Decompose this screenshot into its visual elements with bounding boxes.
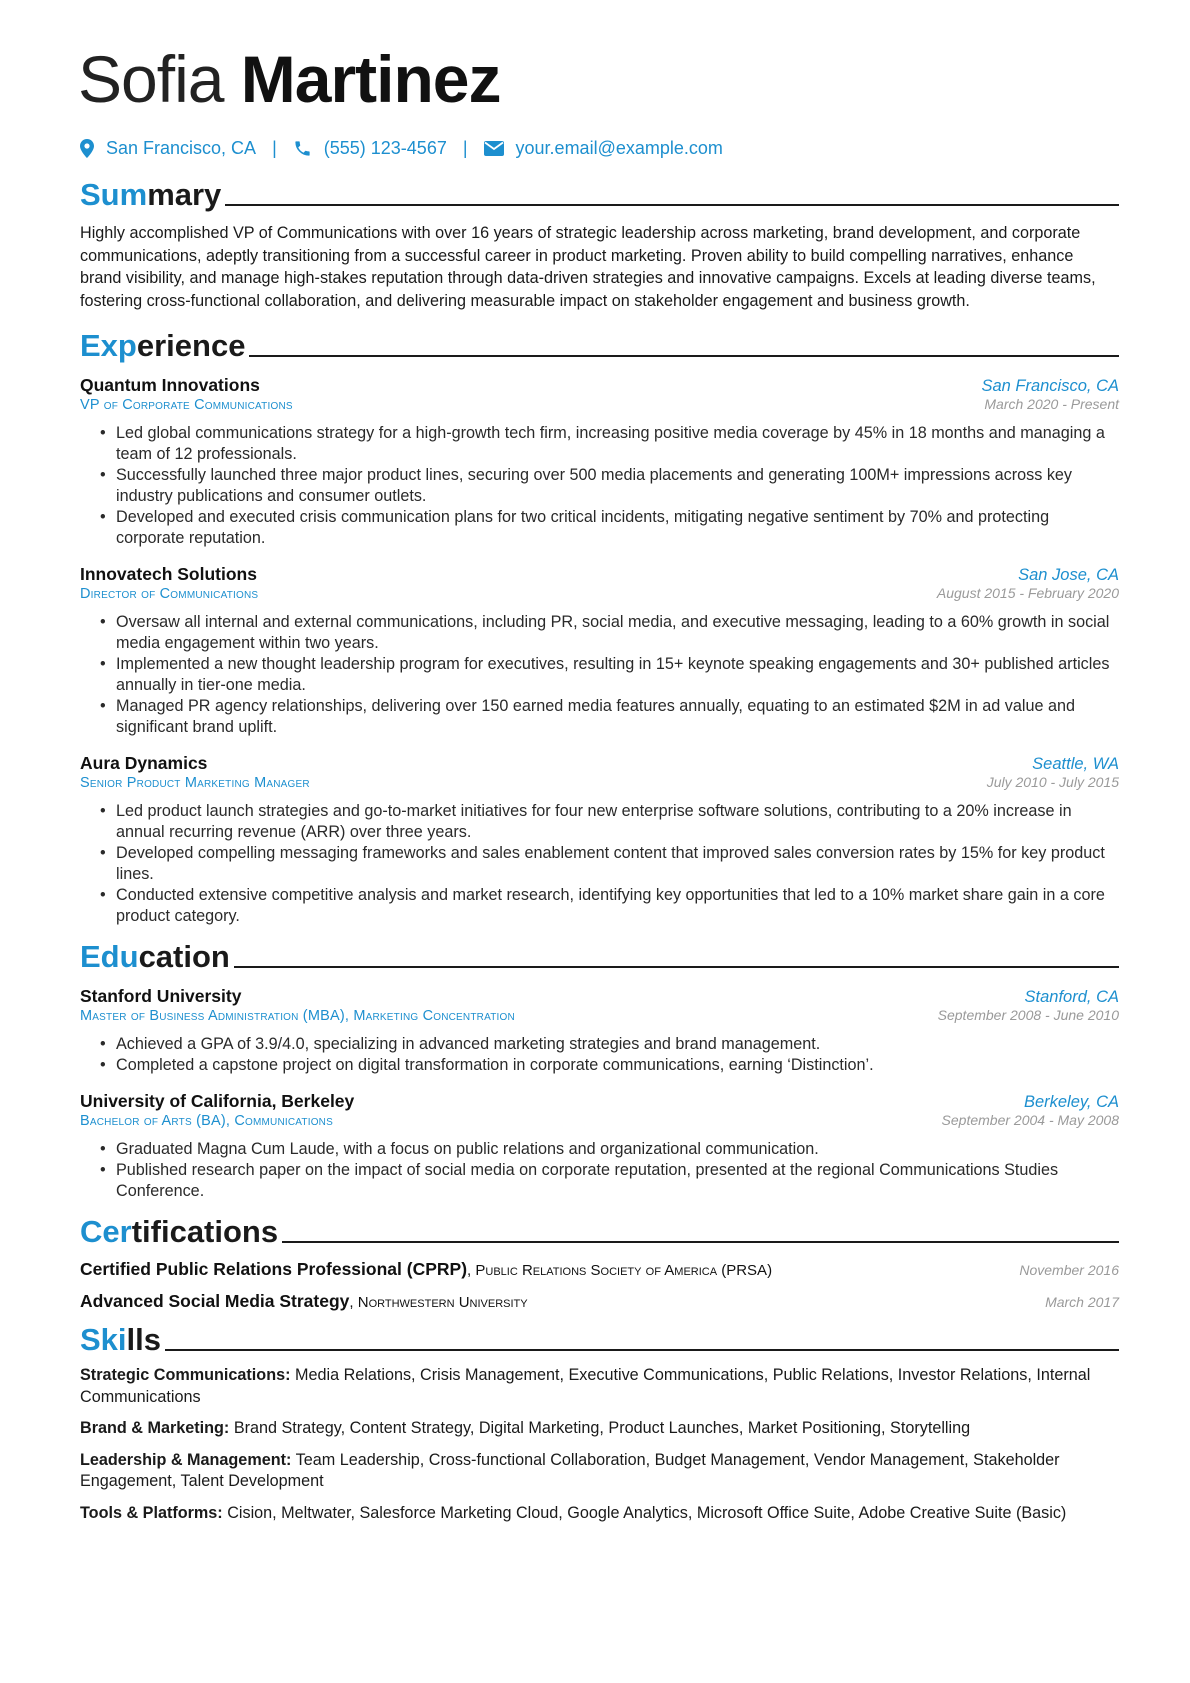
section-header bbox=[80, 1322, 1119, 1358]
skill-row bbox=[80, 1503, 1119, 1525]
certifications-section bbox=[80, 1216, 1119, 1312]
skills-list bbox=[80, 1365, 1119, 1524]
summary-section bbox=[80, 179, 1119, 312]
location-text: San Francisco, CA bbox=[106, 138, 257, 158]
skill-category: Brand & Marketing: bbox=[80, 1419, 230, 1438]
entry-location: Berkeley, CA bbox=[1023, 1093, 1119, 1112]
skill-category: Strategic Communications: bbox=[80, 1366, 291, 1385]
section-title-rest: tifications bbox=[131, 1214, 279, 1250]
section-title bbox=[80, 1214, 282, 1250]
certifications-list bbox=[80, 1259, 1119, 1312]
skill-row bbox=[80, 1365, 1119, 1408]
section-header bbox=[80, 328, 1119, 364]
entry-header-row bbox=[80, 753, 1119, 774]
entry-header-row bbox=[80, 986, 1119, 1007]
skill-row bbox=[80, 1450, 1119, 1493]
bullet-list bbox=[80, 1034, 1119, 1076]
certification-item bbox=[80, 1259, 1119, 1280]
certification-item bbox=[80, 1291, 1119, 1312]
bullet-item: • Developed compelling messaging frameworks and sales enablement content that improved sales conversion rates by 15% for key product lines. bbox=[116, 843, 1119, 885]
certification-issuer: Public Relations Society of America (PRSA) bbox=[475, 1262, 773, 1280]
section-title-rest: cation bbox=[138, 939, 230, 975]
bullet-list bbox=[80, 1139, 1119, 1202]
section-title bbox=[80, 179, 225, 210]
entry-subheader-row bbox=[80, 585, 1119, 602]
section-title-accent: Ski bbox=[80, 1322, 127, 1358]
bullet-item: • Graduated Magna Cum Laude, with a focus on public relations and organizational communication. bbox=[116, 1139, 1119, 1160]
skill-values: Media Relations, Crisis Management, Executive Communications, Public Relations, Investor Relations, Internal Communications bbox=[80, 1366, 1091, 1406]
entry-date: September 2004 - May 2008 bbox=[941, 1112, 1119, 1129]
section-rule bbox=[225, 204, 1119, 206]
candidate-name bbox=[78, 42, 1119, 116]
section-title-accent: Cer bbox=[80, 1214, 132, 1250]
entry bbox=[80, 1091, 1119, 1202]
certification-date: March 2017 bbox=[1045, 1294, 1119, 1311]
bullet-item: • Oversaw all internal and external communications, including PR, social media, and executive messaging, leading to a 60% growth in social media engagement within two years. bbox=[116, 612, 1119, 654]
skill-values: Brand Strategy, Content Strategy, Digital Marketing, Product Launches, Market Positioning, Storytelling bbox=[233, 1419, 971, 1438]
contact-phone[interactable] bbox=[293, 138, 447, 159]
contact-separator: | bbox=[272, 138, 277, 158]
organization-name: Quantum Innovations bbox=[80, 375, 260, 396]
section-rule bbox=[249, 355, 1119, 357]
map-pin-icon bbox=[80, 139, 94, 158]
organization-name: Aura Dynamics bbox=[80, 753, 208, 774]
first-name: Sofia bbox=[78, 42, 224, 116]
certification-issuer: Northwestern University bbox=[357, 1294, 528, 1312]
organization-name: University of California, Berkeley bbox=[80, 1091, 355, 1112]
phone-text: (555) 123-4567 bbox=[323, 138, 447, 158]
skill-row bbox=[80, 1418, 1119, 1440]
bullet-item: • Published research paper on the impact of social media on corporate reputation, presented at the regional Communications Studies Conference. bbox=[116, 1160, 1119, 1202]
bullet-item: • Developed and executed crisis communication plans for two critical incidents, mitigating negative sentiment by 70% and protecting corporate reputation. bbox=[116, 507, 1119, 549]
entry-date: July 2010 - July 2015 bbox=[986, 774, 1119, 791]
phone-icon bbox=[293, 139, 312, 158]
certification-name: Advanced Social Media Strategy bbox=[80, 1291, 350, 1312]
bullet-item: • Led product launch strategies and go-to-market initiatives for four new enterprise software solutions, contributing to a 20% increase in annual recurring revenue (ARR) over three years. bbox=[116, 801, 1119, 843]
entry-subheader-row bbox=[80, 774, 1119, 791]
experience-section bbox=[80, 330, 1119, 927]
email-link: your.email@example.com bbox=[515, 138, 723, 158]
entry bbox=[80, 753, 1119, 927]
bullet-item: • Managed PR agency relationships, delivering over 150 earned media features annually, equating to an estimated $2M in ad value and significant brand uplift. bbox=[116, 696, 1119, 738]
certification-date: November 2016 bbox=[1019, 1262, 1119, 1279]
entry-subheader-row bbox=[80, 1007, 1119, 1024]
contact-separator: | bbox=[462, 138, 468, 158]
entry-header-row bbox=[80, 1091, 1119, 1112]
bullet-item: • Achieved a GPA of 3.9/4.0, specializing in advanced marketing strategies and brand management. bbox=[116, 1034, 1119, 1055]
bullet-item: • Led global communications strategy for a high-growth tech firm, increasing positive media coverage by 45% in 18 months and managing a team of 12 professionals. bbox=[116, 423, 1119, 465]
contact-bar bbox=[80, 138, 1119, 159]
entry-location: Stanford, CA bbox=[1024, 988, 1119, 1007]
contact-email[interactable] bbox=[484, 138, 723, 159]
skill-category: Leadership & Management: bbox=[80, 1450, 292, 1469]
entry bbox=[80, 375, 1119, 549]
entry-location: San Francisco, CA bbox=[981, 377, 1119, 396]
entry-subheader-row bbox=[80, 396, 1119, 413]
contact-location bbox=[80, 138, 256, 159]
bullet-list bbox=[80, 801, 1119, 927]
organization-name: Innovatech Solutions bbox=[80, 564, 257, 585]
section-header bbox=[80, 1214, 1119, 1250]
section-rule bbox=[234, 966, 1119, 968]
section-title-accent: Sum bbox=[80, 177, 148, 212]
section-header bbox=[80, 939, 1119, 975]
last-name: Martinez bbox=[240, 42, 501, 116]
entry-header-row bbox=[80, 564, 1119, 585]
section-title-rest: lls bbox=[126, 1322, 161, 1358]
education-section bbox=[80, 941, 1119, 1202]
certification-left bbox=[80, 1259, 772, 1280]
organization-name: Stanford University bbox=[80, 986, 242, 1007]
section-title bbox=[80, 328, 249, 364]
entry-date: August 2015 - February 2020 bbox=[936, 585, 1119, 602]
entry bbox=[80, 986, 1119, 1076]
section-rule bbox=[165, 1349, 1119, 1351]
entry-role: Senior Product Marketing Manager bbox=[80, 775, 310, 792]
certification-comma: , bbox=[467, 1262, 476, 1280]
bullet-list bbox=[80, 423, 1119, 549]
entry-date: March 2020 - Present bbox=[984, 396, 1119, 413]
education-list bbox=[80, 986, 1119, 1202]
section-title bbox=[80, 1322, 165, 1358]
skills-section bbox=[80, 1324, 1119, 1524]
envelope-icon bbox=[484, 141, 504, 156]
certification-left bbox=[80, 1291, 528, 1312]
entry-date: September 2008 - June 2010 bbox=[937, 1007, 1119, 1024]
entry-header-row bbox=[80, 375, 1119, 396]
experience-list bbox=[80, 375, 1119, 927]
bullet-item: • Completed a capstone project on digital transformation in corporate communications, earning ‘Distinction’. bbox=[116, 1055, 1119, 1076]
entry-role: Master of Business Administration (MBA), Marketing Concentration bbox=[80, 1008, 515, 1025]
certification-name: Certified Public Relations Professional (CPRP) bbox=[80, 1259, 468, 1280]
entry-role: Director of Communications bbox=[80, 586, 259, 603]
section-header bbox=[80, 179, 1119, 210]
section-title-rest: mary bbox=[147, 177, 222, 212]
section-title bbox=[80, 939, 234, 975]
certification-comma: , bbox=[349, 1294, 358, 1312]
section-title-accent: Edu bbox=[80, 939, 139, 975]
bullet-list bbox=[80, 612, 1119, 738]
bullet-item: • Conducted extensive competitive analysis and market research, identifying key opportunities that led to a 10% market share gain in a core product category. bbox=[116, 885, 1119, 927]
skill-values: Cision, Meltwater, Salesforce Marketing Cloud, Google Analytics, Microsoft Office Suite, Adobe Creative Suite (Basic) bbox=[227, 1503, 1067, 1522]
entry bbox=[80, 564, 1119, 738]
entry-subheader-row bbox=[80, 1112, 1119, 1129]
section-title-accent: Exp bbox=[80, 328, 137, 364]
skill-category: Tools & Platforms: bbox=[80, 1503, 223, 1522]
entry-location: San Jose, CA bbox=[1018, 566, 1119, 585]
bullet-item: • Successfully launched three major product lines, securing over 500 media placements and generating 100M+ impressions across key industry publications and consumer outlets. bbox=[116, 465, 1119, 507]
entry-location: Seattle, WA bbox=[1032, 755, 1119, 774]
entry-role: Bachelor of Arts (BA), Communications bbox=[80, 1113, 333, 1130]
summary-text: Highly accomplished VP of Communications with over 16 years of strategic leadership across marketing, brand development, and corporate communications, adeptly transitioning from a successful career in product marketing. Proven ability to build compelling narratives, enhance brand visibility, and manage high-stakes reputation through data-driven strategies and innovative campaigns. Excels at leading diverse teams, fostering cross-functional collaboration, and delivering measurable impact on stakeholder engagement and business growth. bbox=[80, 224, 1096, 310]
bullet-item: • Implemented a new thought leadership program for executives, resulting in 15+ keynote speaking engagements and 30+ published articles annually in tier-one media. bbox=[116, 654, 1119, 696]
section-rule bbox=[282, 1241, 1119, 1243]
skill-values: Team Leadership, Cross-functional Collaboration, Budget Management, Vendor Management, Stakeholder Engagement, Talent Development bbox=[80, 1450, 1060, 1491]
section-title-rest: erience bbox=[136, 328, 246, 364]
entry-role: VP of Corporate Communications bbox=[80, 397, 293, 414]
